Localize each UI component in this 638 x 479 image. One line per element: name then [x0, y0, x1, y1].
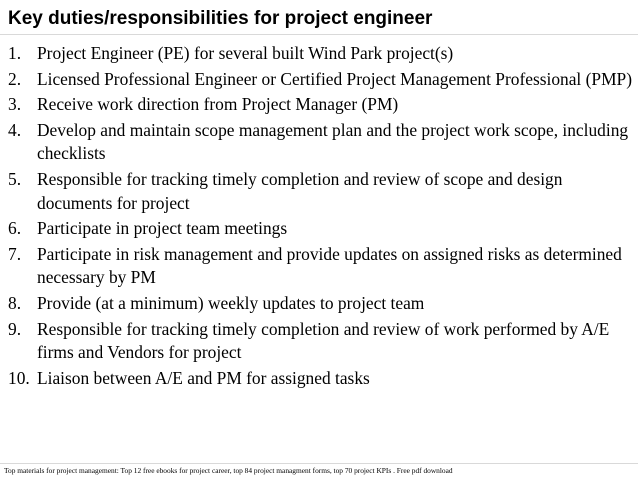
list-item: [0, 318, 638, 365]
list-item-number: 4.: [8, 119, 22, 140]
list-item-text: Liaison between A/E and PM for assigned tasks: [37, 367, 370, 388]
list-item-text: Responsible for tracking timely completion and review of work performed by A/E firms and Vendors for project: [37, 318, 610, 363]
title-divider: [0, 34, 638, 35]
footer-note: Top materials for project management: Top 12 free ebooks for project career, top 84 project managment forms, top 70 project KPIs . Free pdf download: [4, 466, 453, 475]
list-item-number: 5.: [8, 168, 22, 189]
list-item-number: 3.: [8, 94, 22, 115]
list-item-number: 8.: [8, 292, 22, 313]
list-item-text: Licensed Professional Engineer or Certified Project Management Professional (PMP): [37, 68, 633, 89]
list-item-number: 10.: [8, 367, 30, 388]
list-item-number: 9.: [8, 318, 22, 339]
list-item: [0, 42, 638, 66]
list-item-text: Provide (at a minimum) weekly updates to project team: [37, 292, 425, 313]
list-item-text: Develop and maintain scope management plan and the project work scope, including checklists: [37, 119, 629, 164]
list-item: [0, 119, 638, 166]
list-item: [0, 292, 638, 316]
list-item-number: 7.: [8, 243, 22, 264]
list-item: [0, 217, 638, 241]
list-item: [0, 168, 638, 215]
list-item-text: Project Engineer (PE) for several built Wind Park project(s): [37, 43, 454, 63]
list-item-number: 2.: [8, 68, 22, 89]
list-item-text: Receive work direction from Project Manager (PM): [37, 94, 399, 115]
list-item: [0, 367, 638, 391]
list-item: [0, 243, 638, 290]
list-item-text: Participate in risk management and provide updates on assigned risks as determined necessary by PM: [37, 243, 622, 288]
list-item-text: Responsible for tracking timely completion and review of scope and design documents for project: [37, 168, 563, 213]
list-item-number: 6.: [8, 218, 22, 239]
list-item-text: Participate in project team meetings: [37, 218, 288, 239]
duties-list: [0, 42, 638, 392]
page-title: Key duties/responsibilities for project engineer: [8, 8, 433, 29]
list-item-number: 1.: [8, 43, 22, 63]
list-item: [0, 93, 638, 117]
list-item: [0, 68, 638, 92]
footer-divider: [0, 463, 638, 464]
